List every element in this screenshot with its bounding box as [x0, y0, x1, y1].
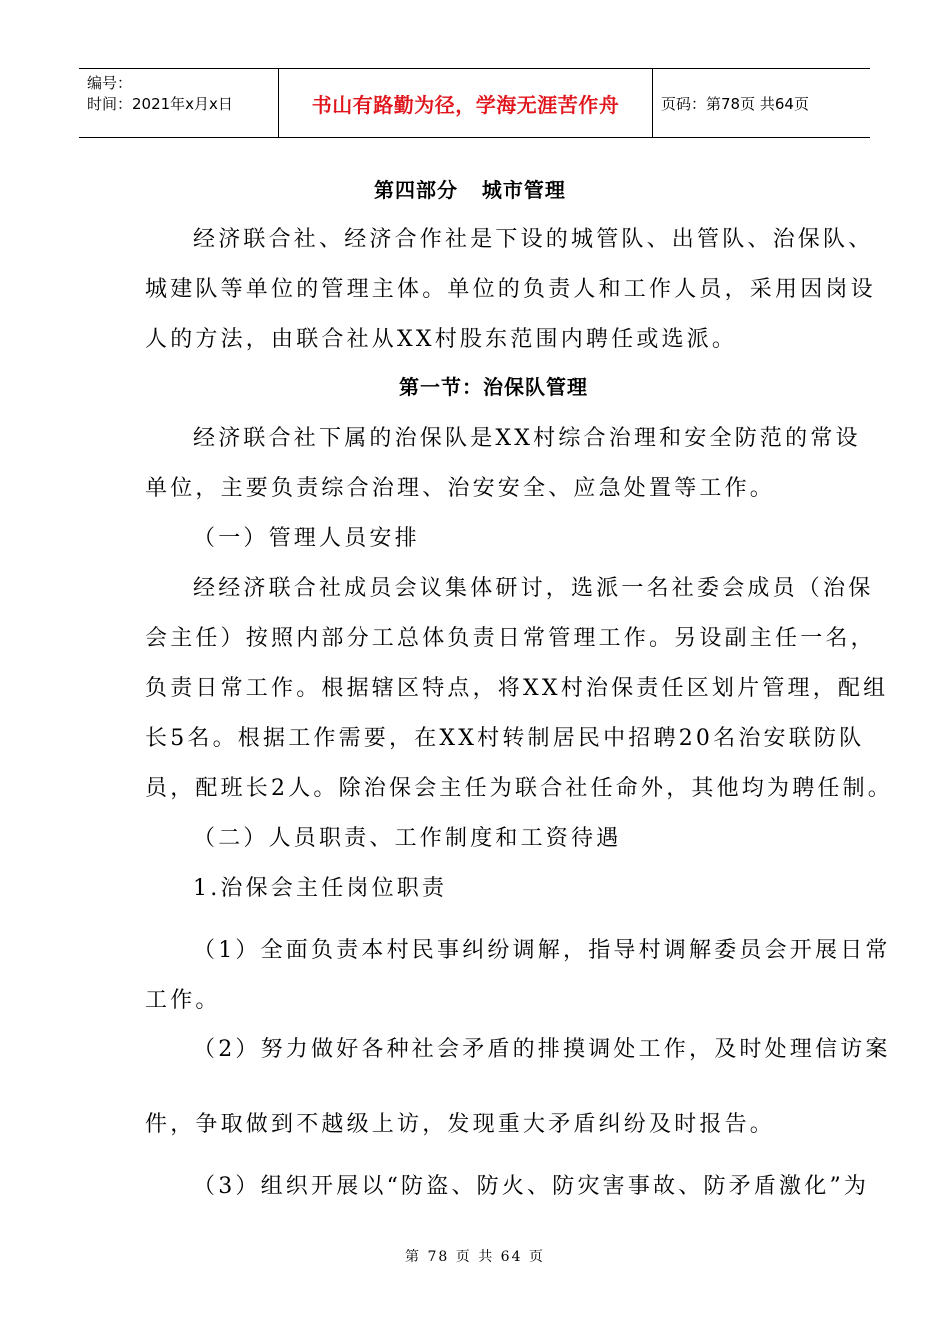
item2-line-2: 件，争取做到不越级上访，发现重大矛盾纠纷及时报告。	[145, 1112, 776, 1137]
header-page-info: 页码：第78页 共64页	[661, 94, 809, 113]
para2-line-3: 负责日常工作。根据辖区特点，将XX村治保责任区划片管理，配组	[145, 676, 889, 701]
intro-line-2: 城建队等单位的管理主体。单位的负责人和工作人员，采用因岗设	[145, 277, 876, 302]
item3-line-1: （3）组织开展以“防盗、防火、防灾害事故、防矛盾激化”为	[193, 1174, 870, 1199]
page-footer: 第 78 页 共 64 页	[405, 1249, 545, 1265]
heading-director-duties: 1.治保会主任岗位职责	[193, 876, 448, 901]
para1-line-2: 单位，主要负责综合治理、治安安全、应急处置等工作。	[145, 476, 776, 501]
document-time-label: 时间：2021年x月x日	[87, 95, 233, 113]
document-number-label: 编号：	[87, 74, 133, 92]
header-meta	[79, 69, 279, 137]
para2-line-2: 会主任）按照内部分工总体负责日常管理工作。另设副主任一名，	[145, 626, 876, 651]
item2-line-1: （2）努力做好各种社会矛盾的排摸调处工作，及时处理信访案	[193, 1037, 891, 1062]
heading-management-staff: （一）管理人员安排	[193, 526, 420, 551]
intro-line-3: 人的方法，由联合社从XX村股东范围内聘任或选派。	[145, 327, 738, 352]
para1-line-1: 经济联合社下属的治保队是XX村综合治理和安全防范的常设	[193, 426, 861, 451]
para2-line-1: 经经济联合社成员会议集体研讨，选派一名社委会成员（治保	[193, 576, 874, 601]
intro-line-1: 经济联合社、经济合作社是下设的城管队、出管队、治保队、	[193, 227, 874, 252]
item1-line-2: 工作。	[145, 988, 221, 1013]
item1-line-1: （1）全面负责本村民事纠纷调解，指导村调解委员会开展日常	[193, 938, 891, 963]
para2-line-4: 长5名。根据工作需要，在XX村转制居民中招聘20名治安联防队	[145, 726, 865, 751]
para2-line-5: 员，配班长2人。除治保会主任为联合社任命外，其他均为聘任制。	[145, 776, 893, 801]
heading-duties-system-pay: （二）人员职责、工作制度和工资待遇	[193, 826, 622, 851]
subsection-title: 第一节：治保队管理	[399, 375, 588, 399]
section-title: 第四部分 城市管理	[374, 178, 566, 202]
page-header	[79, 68, 870, 138]
header-motto: 书山有路勤为径，学海无涯苦作舟	[279, 69, 653, 137]
